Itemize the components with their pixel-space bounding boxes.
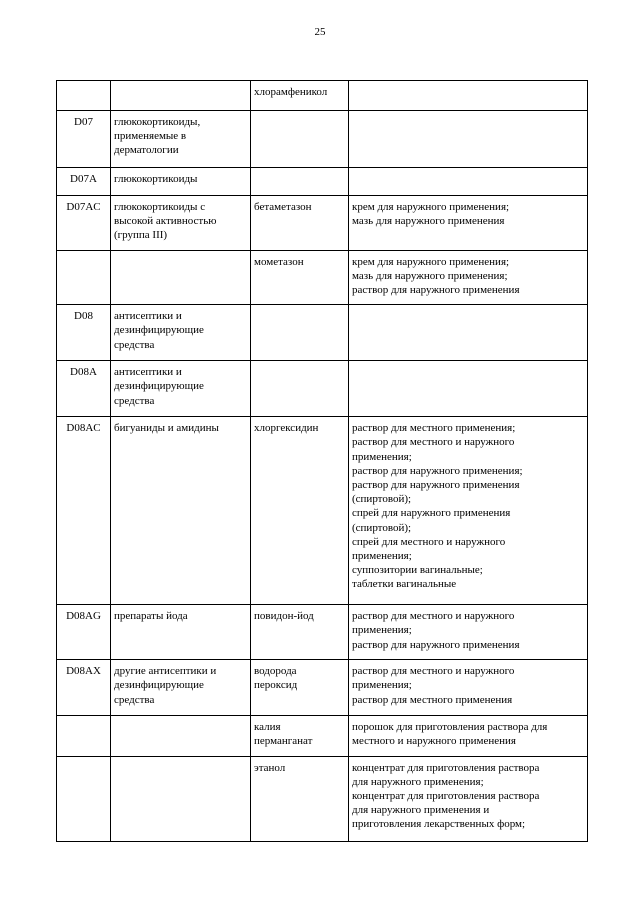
dosage-forms-line: мазь для наружного применения; — [352, 269, 508, 282]
group-name-line: препараты йода — [114, 610, 188, 623]
atc-code-cell — [57, 716, 111, 756]
group-name-line: другие антисептики и — [114, 665, 217, 678]
dosage-forms-line: суппозитории вагинальные; — [352, 564, 483, 577]
table-row — [57, 417, 588, 605]
group-name-cell — [111, 111, 251, 168]
group-name-cell — [111, 305, 251, 361]
dosage-forms-line: раствор для местного применения; — [352, 422, 516, 435]
dosage-forms-line: приготовления лекарственных форм; — [352, 818, 526, 831]
table-row — [57, 81, 588, 111]
dosage-forms-line: применения; — [352, 679, 412, 692]
substance-line: хлорамфеникол — [254, 86, 328, 98]
substance-cell — [251, 361, 349, 417]
table-row — [57, 250, 588, 305]
substance-line: мометазон — [254, 255, 304, 268]
group-name-cell — [111, 417, 251, 605]
dosage-forms-cell — [349, 605, 588, 660]
atc-code-cell — [57, 81, 111, 111]
substance-line: перманганат — [254, 735, 313, 748]
atc-code-cell: D07A — [57, 168, 111, 196]
substance-cell — [251, 81, 349, 111]
group-name-line: глюкокортикоиды, — [114, 116, 201, 128]
page-number: 25 — [314, 26, 326, 38]
dosage-forms-line: раствор для наружного применения — [352, 638, 520, 651]
dosage-forms-cell — [349, 361, 588, 417]
dosage-forms-cell — [349, 250, 588, 305]
table-body — [57, 81, 588, 842]
group-name-line: дезинфицирующие — [114, 679, 204, 692]
dosage-forms-line: применения; — [352, 550, 412, 563]
atc-code-cell: D08AX — [57, 660, 111, 716]
dosage-forms-line: концентрат для приготовления раствора — [352, 790, 540, 803]
group-name-line: высокой активностью — [114, 215, 217, 228]
group-name-line: применяемые в — [114, 130, 187, 143]
table-row — [57, 605, 588, 660]
group-name-line: глюкокортикоиды — [114, 173, 198, 185]
dosage-forms-line: крем для наружного применения; — [352, 201, 510, 213]
group-name-line: дерматологии — [114, 144, 179, 157]
group-name-cell — [111, 716, 251, 756]
dosage-forms-line: крем для наружного применения; — [352, 255, 510, 268]
dosage-forms-line: раствор для местного и наружного — [352, 610, 515, 623]
group-name-cell — [111, 196, 251, 251]
dosage-forms-cell — [349, 305, 588, 361]
dosage-forms-line: применения; — [352, 624, 412, 637]
dosage-forms-line: концентрат для приготовления раствора — [352, 761, 540, 774]
dosage-forms-line: для наружного применения; — [352, 775, 484, 788]
table-row — [57, 168, 588, 196]
table-row — [57, 305, 588, 361]
substance-cell — [251, 756, 349, 841]
substance-cell — [251, 111, 349, 168]
group-name-cell — [111, 250, 251, 305]
substance-line: хлоргексидин — [254, 422, 319, 435]
dosage-forms-line: раствор для наружного применения — [352, 479, 520, 492]
atc-code-cell: D07AC — [57, 196, 111, 251]
dosage-forms-line: раствор для местного и наружного — [352, 665, 515, 678]
substance-line: бетаметазон — [254, 201, 312, 213]
atc-code-cell: D07 — [57, 111, 111, 168]
substance-line: этанол — [254, 761, 286, 774]
dosage-forms-line: (спиртовой); — [352, 493, 412, 506]
dosage-forms-line: раствор для местного и наружного — [352, 436, 515, 449]
table-row — [57, 196, 588, 251]
table-row — [57, 660, 588, 716]
atc-code-cell: D08AG — [57, 605, 111, 660]
dosage-forms-cell — [349, 417, 588, 605]
atc-code-cell: D08AC — [57, 417, 111, 605]
dosage-forms-cell — [349, 168, 588, 196]
substance-line: калия — [254, 721, 281, 734]
dosage-forms-cell — [349, 111, 588, 168]
dosage-forms-line: спрей для наружного применения — [352, 507, 511, 520]
atc-code-cell: D08A — [57, 361, 111, 417]
dosage-forms-cell — [349, 196, 588, 251]
group-name-line: антисептики и — [114, 366, 182, 379]
group-name-line: (группа III) — [114, 229, 168, 242]
dosage-forms-cell — [349, 756, 588, 841]
substance-line: повидон-йод — [254, 610, 314, 623]
substance-line: водорода — [254, 665, 297, 678]
group-name-line: средства — [114, 338, 155, 351]
dosage-forms-line: раствор для наружного применения — [352, 284, 520, 297]
table-row — [57, 361, 588, 417]
substance-cell — [251, 417, 349, 605]
dosage-forms-line: мазь для наружного применения — [352, 215, 505, 228]
atc-code-cell — [57, 250, 111, 305]
dosage-forms-cell — [349, 716, 588, 756]
group-name-cell — [111, 756, 251, 841]
table-row — [57, 716, 588, 756]
group-name-line: дезинфицирующие — [114, 324, 204, 337]
dosage-forms-line: раствор для наружного применения; — [352, 464, 523, 477]
dosage-forms-line: для наружного применения и — [352, 804, 490, 817]
group-name-cell — [111, 168, 251, 196]
group-name-cell — [111, 361, 251, 417]
dosage-forms-cell — [349, 81, 588, 111]
group-name-cell — [111, 660, 251, 716]
atc-code-cell — [57, 756, 111, 841]
substance-cell — [251, 605, 349, 660]
group-name-cell — [111, 81, 251, 111]
dosage-forms-cell — [349, 660, 588, 716]
table-row — [57, 756, 588, 841]
group-name-cell — [111, 605, 251, 660]
substance-cell — [251, 250, 349, 305]
dosage-forms-line: местного и наружного применения — [352, 735, 516, 748]
substance-cell — [251, 305, 349, 361]
substance-cell — [251, 168, 349, 196]
group-name-line: антисептики и — [114, 310, 182, 323]
dosage-forms-line: спрей для местного и наружного — [352, 535, 506, 548]
group-name-line: средства — [114, 394, 155, 407]
substance-cell — [251, 660, 349, 716]
substance-line: пероксид — [254, 679, 298, 692]
dosage-forms-line: таблетки вагинальные — [352, 578, 457, 591]
dosage-forms-line: порошок для приготовления раствора для — [352, 721, 548, 734]
group-name-line: дезинфицирующие — [114, 380, 204, 393]
atc-code-cell: D08 — [57, 305, 111, 361]
table-row — [57, 111, 588, 168]
group-name-line: средства — [114, 693, 155, 706]
drug-table — [56, 80, 588, 842]
group-name-line: глюкокортикоиды с — [114, 201, 206, 213]
substance-cell — [251, 716, 349, 756]
dosage-forms-line: (спиртовой); — [352, 521, 412, 534]
substance-cell — [251, 196, 349, 251]
dosage-forms-line: раствор для местного применения — [352, 693, 513, 706]
group-name-line: бигуаниды и амидины — [114, 422, 219, 435]
dosage-forms-line: применения; — [352, 450, 412, 463]
